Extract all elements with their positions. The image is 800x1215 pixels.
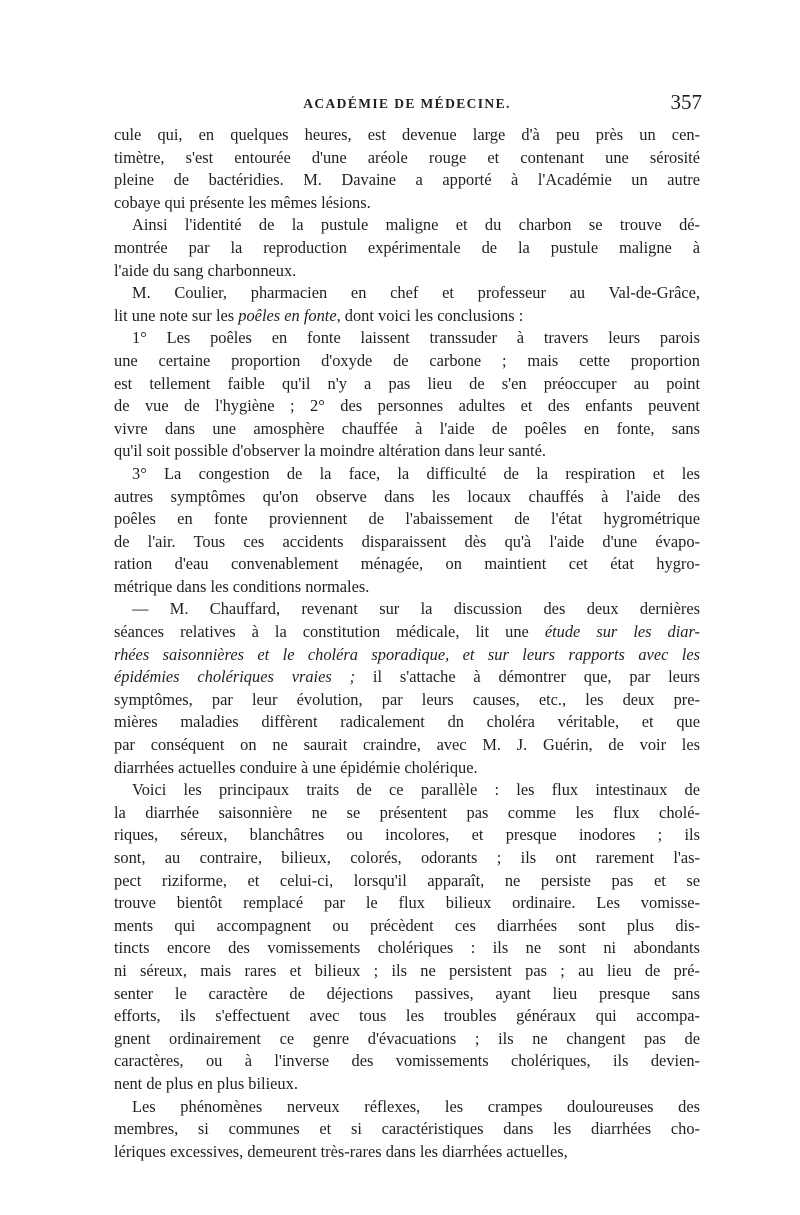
text-line: caractères, ou à l'inverse des vomissements cholériques, ils devien- <box>114 1051 700 1071</box>
text-line: par conséquent on ne saurait craindre, avec M. J. Guérin, de voir les <box>114 735 700 755</box>
text-line: pleine de bactéridies. M. Davaine a apporté à l'Académie un autre <box>114 170 700 190</box>
italic-text: épidémies cholériques vraies ; <box>114 667 356 687</box>
text-line: senter le caractère de déjections passives, ayant lieu presque sans <box>114 983 700 1003</box>
text-line: cule qui, en quelques heures, est devenue large d'à peu près un cen- <box>114 125 700 144</box>
paragraph <box>114 598 700 779</box>
text-line: efforts, ils s'effectuent avec tous les troubles généraux qui accompa- <box>114 1006 700 1026</box>
text-line: lériques excessives, demeurent très-rares dans les diarrhées actuelles, <box>114 1141 568 1161</box>
text-line: tincts encore des vomissements cholériques : ils ne sont ni abondants <box>114 938 700 958</box>
text-line: Les phénomènes nerveux réflexes, les crampes douloureuses des <box>132 1096 700 1116</box>
text-line: nent de plus en plus bilieux. <box>114 1073 298 1093</box>
text-line: membres, si communes et si caractéristiques dans les diarrhées cho- <box>114 1119 700 1139</box>
text-line: poêles en fonte proviennent de l'abaissement de l'état hygrométrique <box>114 509 700 529</box>
italic-text: poêles en fonte <box>238 305 337 325</box>
text-line: symptômes, par leur évolution, par leurs causes, etc., les deux pre- <box>114 689 700 709</box>
paragraph <box>114 214 700 282</box>
text-line: Ainsi l'identité de la pustule maligne et du charbon se trouve dé- <box>132 215 700 235</box>
italic-text: rhées saisonnières et le choléra sporadique, et sur leurs rapports avec les <box>114 644 700 664</box>
text-line: ration d'eau convenablement ménagée, on maintient cet état hygro- <box>114 554 700 574</box>
paragraph <box>114 463 700 599</box>
text-line: Voici les principaux traits de ce parallèle : les flux intestinaux de <box>132 780 700 800</box>
text-line: sont, au contraire, bilieux, colorés, odorants ; ils ont rarement l'as- <box>114 848 700 867</box>
paragraph <box>114 282 700 327</box>
text-line <box>114 666 700 689</box>
page-number: 357 <box>670 90 702 114</box>
paragraph <box>114 1096 700 1164</box>
text-line: mières maladies diffèrent radicalement dn choléra véritable, et que <box>114 712 700 732</box>
text-line: autres symptômes qu'on observe dans les locaux chauffés à l'aide des <box>114 486 700 506</box>
text-line: métrique dans les conditions normales. <box>114 576 370 596</box>
text-run: il s'attache à démontrer que, par leurs <box>355 667 700 687</box>
text-run: , dont voici les conclusions : <box>336 305 524 325</box>
text-line: 3° La congestion de la face, la difficulté de la respiration et les <box>132 463 700 483</box>
text-line: montrée par la reproduction expérimentale de la pustule maligne à <box>114 237 700 257</box>
text-line <box>114 305 700 328</box>
text-line: ni séreux, mais rares et bilieux ; ils ne persistent pas ; au lieu de pré- <box>114 960 700 980</box>
text-run: séances relatives à la constitution médicale, lit une <box>114 622 545 642</box>
text-line: une certaine proportion d'oxyde de carbone ; mais cette proportion <box>114 350 700 370</box>
text-line: qu'il soit possible d'observer la moindre altération dans leur santé. <box>114 441 546 461</box>
text-line: ments qui accompagnent ou précèdent ces diarrhées sont plus dis- <box>114 915 700 935</box>
paragraph <box>114 327 700 463</box>
text-line: pect riziforme, et celui-ci, lorsqu'il apparaît, ne persiste pas et se <box>114 870 700 890</box>
text-line: — M. Chauffard, revenant sur la discussion des deux dernières <box>132 599 700 619</box>
text-line: vivre dans une amosphère chauffée à l'aide de poêles en fonte, sans <box>114 418 700 438</box>
body-text <box>114 124 700 1163</box>
text-line: 1° Les poêles en fonte laissent transsuder à travers leurs parois <box>132 328 700 348</box>
text-line: trouve bientôt remplacé par le flux bilieux ordinaire. Les vomisse- <box>114 893 700 913</box>
text-line: diarrhées actuelles conduire à une épidémie cholérique. <box>114 757 478 777</box>
text-line <box>114 644 700 667</box>
running-title: ACADÉMIE DE MÉDECINE. <box>303 96 511 111</box>
italic-text: étude sur les diar- <box>544 622 700 642</box>
text-line: est tellement faible qu'il n'y a pas lieu de s'en préoccuper au point <box>114 373 700 393</box>
text-line: cobaye qui présente les mêmes lésions. <box>114 192 371 212</box>
text-line <box>114 621 700 644</box>
text-line: la diarrhée saisonnière ne se présentent pas comme les flux cholé- <box>114 802 700 822</box>
text-line: l'aide du sang charbonneux. <box>114 260 297 280</box>
paragraph <box>114 124 700 214</box>
paragraph <box>114 779 700 1095</box>
text-line: de l'air. Tous ces accidents disparaissent dès qu'à l'aide d'une évapo- <box>114 531 700 551</box>
text-run: lit une note sur les <box>114 305 239 325</box>
text-line: riques, séreux, blanchâtres ou incolores, et presque inodores ; ils <box>114 825 700 845</box>
text-line: de vue de l'hygiène ; 2° des personnes adultes et des enfants peuvent <box>114 396 700 416</box>
text-line: timètre, s'est entourée d'une aréole rouge et contenant une sérosité <box>114 147 700 167</box>
text-line: gnent ordinairement ce genre d'évacuations ; ils ne changent pas de <box>114 1028 700 1048</box>
text-line: M. Coulier, pharmacien en chef et professeur au Val-de-Grâce, <box>132 283 700 303</box>
